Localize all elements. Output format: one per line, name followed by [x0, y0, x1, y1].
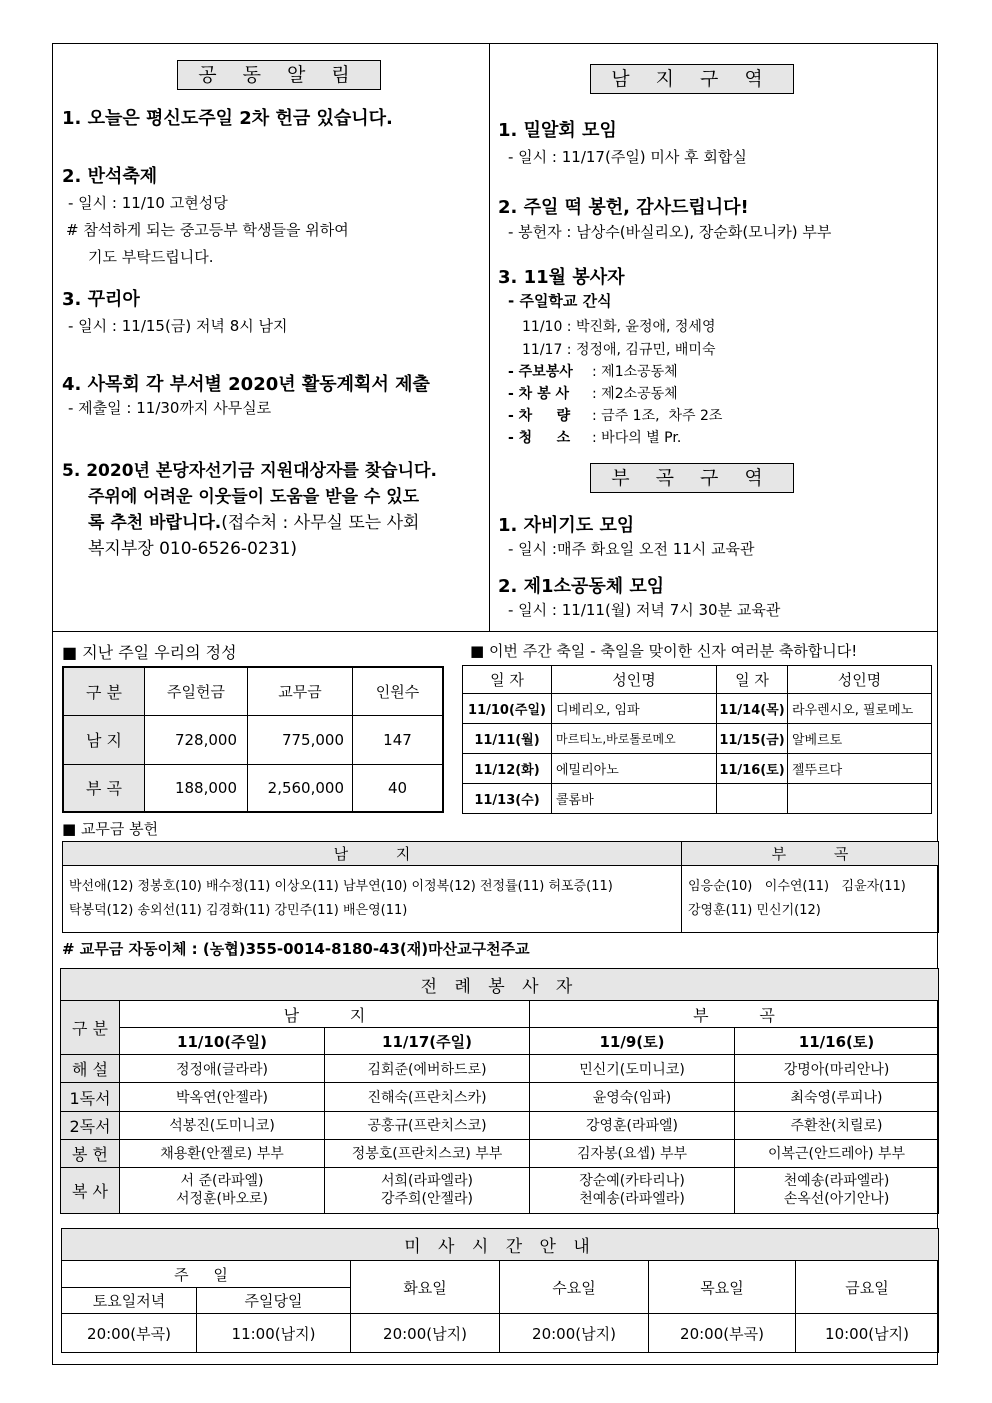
notice-4-title: 4. 사목회 각 부서별 2020년 활동계획서 제출 [62, 374, 430, 395]
vehicle-label: - 차 량 [508, 408, 571, 424]
mass-title: 미 사 시 간 안 내 [62, 1229, 939, 1261]
dues-namji-line2: 탁봉덕(12) 송외선(11) 김경화(11) 강민주(11) 배은영(11) [69, 903, 408, 918]
mass-times-table [61, 1228, 939, 1353]
notice-5-line2: 주위에 어려운 이웃들이 도움을 받을 수 있도 [88, 487, 420, 507]
feast-date [717, 784, 788, 814]
dues-header-bugok: 부 곡 [682, 842, 939, 866]
bulletin-service-value: : 제1소공동체 [592, 364, 678, 380]
liturgy-server-cell [530, 1167, 735, 1213]
namji-district-title: 남 지 구 역 [590, 64, 794, 94]
bugok-2-title: 2. 제1소공동체 모임 [498, 576, 665, 597]
feast-date: 11/16(토) [717, 754, 788, 784]
feast-saint: 라우렌시오, 필로메노 [788, 694, 932, 724]
mass-sunday: 주 일 [62, 1261, 351, 1288]
server-name: 천예송(라파엘라) [783, 1173, 890, 1190]
notice-2-line3: 기도 부탁드립니다. [88, 248, 214, 266]
mass-day: 목요일 [649, 1261, 796, 1314]
feast-date: 11/13(수) [463, 784, 552, 814]
liturgy-date: 11/9(토) [530, 1028, 735, 1055]
feast-date: 11/11(월) [463, 724, 552, 754]
notice-3-title: 3. 꾸리아 [62, 289, 140, 310]
namji-1-line1: - 일시 : 11/17(주일) 미사 후 회합실 [508, 148, 747, 166]
column-divider [489, 43, 490, 631]
mass-day: 수요일 [500, 1261, 649, 1314]
offering-cell: 188,000 [145, 764, 248, 812]
server-name: 강주희(안젤라) [380, 1191, 474, 1208]
notice-2-line1: - 일시 : 11/10 고현성당 [68, 194, 228, 212]
offering-section-title: ■ 지난 주일 우리의 정성 [62, 643, 237, 662]
liturgy-server-cell [325, 1167, 530, 1213]
section-divider [52, 631, 938, 632]
namji-3-sub: - 주일학교 간식 [508, 292, 612, 310]
dues-bugok-line1: 임응순(10) 이수연(11) 김윤자(11) [688, 879, 906, 894]
liturgy-cell: 민신기(도미니코) [530, 1055, 735, 1083]
dues-bugok-line2: 강영훈(11) 민신기(12) [688, 903, 821, 918]
notice-5-line1: 5. 2020년 본당자선기금 지원대상자를 찾습니다. [62, 461, 437, 481]
mass-time: 10:00(남지) [796, 1314, 939, 1353]
liturgy-role: 1독서 [61, 1083, 120, 1111]
namji-3-vehicle [508, 405, 722, 425]
dues-table [62, 841, 939, 933]
feast-date: 11/12(화) [463, 754, 552, 784]
autopay-note: # 교무금 자동이체 : (농협)355-0014-8180-43(재)마산교구천주교 [62, 940, 530, 958]
feast-header-saint: 성인명 [552, 666, 717, 694]
mass-sun-day: 주일당일 [197, 1288, 351, 1314]
namji-3-title: 3. 11월 봉사자 [498, 267, 625, 288]
liturgy-gubun: 구 분 [61, 1001, 120, 1055]
server-name: 서희(라파엘라) [380, 1173, 474, 1190]
feast-date: 11/15(금) [717, 724, 788, 754]
bugok-1-line1: - 일시 :매주 화요일 오전 11시 교육관 [508, 540, 755, 558]
feast-header-date2: 일 자 [717, 666, 788, 694]
liturgy-cell: 정정애(글라라) [120, 1055, 325, 1083]
feast-saint [788, 784, 932, 814]
mass-time: 20:00(남지) [351, 1314, 500, 1353]
liturgy-role: 봉 헌 [61, 1139, 120, 1167]
offering-row-namji: 남 지 [63, 715, 145, 764]
server-name: 서 준(라파엘) [180, 1173, 264, 1190]
notice-3-line1: - 일시 : 11/15(금) 저녁 8시 남지 [68, 317, 288, 335]
liturgy-cell: 채용환(안젤로) 부부 [120, 1139, 325, 1167]
liturgy-cell: 진해숙(프란치스카) [325, 1083, 530, 1111]
feast-saint: 마르티노,바로톨로메오 [552, 724, 717, 754]
offering-row-bugok: 부 곡 [63, 764, 145, 812]
namji-1-title: 1. 밀알회 모임 [498, 120, 617, 141]
feast-section-title: ■ 이번 주간 축일 - 축일을 맞이한 신자 여러분 축하합니다! [470, 642, 858, 660]
liturgy-date: 11/10(주일) [120, 1028, 325, 1055]
liturgy-cell: 김자봉(요셉) 부부 [530, 1139, 735, 1167]
mass-day: 화요일 [351, 1261, 500, 1314]
liturgy-title: 전 례 봉 사 자 [61, 969, 939, 1001]
notice-2-title: 2. 반석축제 [62, 166, 158, 187]
dues-header-namji: 남 지 [63, 842, 682, 866]
liturgy-cell: 김회준(에버하드로) [325, 1055, 530, 1083]
liturgy-cell: 이복근(안드레아) 부부 [735, 1139, 939, 1167]
notice-2-line2: # 참석하게 되는 중고등부 학생들을 위하여 [66, 221, 349, 239]
bugok-2-line1: - 일시 : 11/11(월) 저녁 7시 30분 교육관 [508, 601, 781, 619]
namji-3-date2: 11/17 : 정정애, 김규민, 배미숙 [522, 342, 716, 358]
offering-cell: 40 [353, 764, 444, 812]
feast-saint: 디베리오, 임파 [552, 694, 717, 724]
liturgy-cell: 정봉호(프란치스코) 부부 [325, 1139, 530, 1167]
offering-header-dues: 교무금 [248, 667, 353, 715]
offering-cell: 775,000 [248, 715, 353, 764]
server-name: 천예송(라파엘라) [579, 1191, 685, 1208]
common-notice-title: 공 동 알 림 [177, 60, 381, 90]
liturgy-date: 11/17(주일) [325, 1028, 530, 1055]
server-name: 손옥선(아기안나) [783, 1191, 890, 1208]
mass-time: 11:00(남지) [197, 1314, 351, 1353]
feast-date: 11/10(주일) [463, 694, 552, 724]
liturgy-table [60, 968, 939, 1214]
feast-table [462, 665, 932, 814]
tea-service-value: : 제2소공동체 [592, 386, 678, 402]
offering-cell: 728,000 [145, 715, 248, 764]
liturgy-cell: 공홍규(프란치스코) [325, 1111, 530, 1139]
bulletin-service-label: - 주보봉사 [508, 364, 573, 380]
liturgy-cell: 윤영숙(임파) [530, 1083, 735, 1111]
feast-header-saint2: 성인명 [788, 666, 932, 694]
liturgy-cell: 강영훈(라파엘) [530, 1111, 735, 1139]
mass-time: 20:00(남지) [500, 1314, 649, 1353]
dues-section-title: ■ 교무금 봉헌 [62, 820, 159, 838]
dues-bugok-names [682, 866, 939, 933]
liturgy-bugok: 부 곡 [530, 1001, 939, 1028]
namji-2-title: 2. 주일 떡 봉헌, 감사드립니다! [498, 197, 749, 218]
liturgy-server-cell [735, 1167, 939, 1213]
dues-namji-line1: 박선애(12) 정봉호(10) 배수정(11) 이상오(11) 남부연(10) 이정복(12) 전정률(11) 허포증(11) [69, 879, 613, 894]
liturgy-namji: 남 지 [120, 1001, 530, 1028]
liturgy-cell: 석봉진(도미니코) [120, 1111, 325, 1139]
feast-date: 11/14(목) [717, 694, 788, 724]
tea-service-label: - 차 봉 사 [508, 386, 570, 402]
liturgy-server-cell [120, 1167, 325, 1213]
bugok-district-title: 부 곡 구 역 [590, 463, 794, 493]
offering-header-sunday: 주일헌금 [145, 667, 248, 715]
namji-3-bulletin [508, 361, 678, 381]
bugok-1-title: 1. 자비기도 모임 [498, 515, 635, 536]
namji-3-tea [508, 383, 678, 403]
feast-saint: 알베르토 [788, 724, 932, 754]
feast-saint: 젤뚜르다 [788, 754, 932, 784]
liturgy-cell: 박옥연(안젤라) [120, 1083, 325, 1111]
liturgy-role-server: 복 사 [61, 1167, 120, 1213]
offering-header-gubun: 구 분 [63, 667, 145, 715]
notice-5-line3-bold: 록 추천 바랍니다. [88, 513, 222, 533]
liturgy-role: 2독서 [61, 1111, 120, 1139]
notice-5-line4: 복지부장 010-6526-0231) [88, 539, 297, 559]
feast-saint: 에밀리아노 [552, 754, 717, 784]
mass-day: 금요일 [796, 1261, 939, 1314]
notice-5-line3-normal: (접수처 : 사무실 또는 사회 [221, 513, 420, 533]
namji-2-line1: - 봉헌자 : 남상수(바실리오), 장순화(모니카) 부부 [508, 223, 832, 241]
cleaning-label: - 청 소 [508, 430, 571, 446]
liturgy-cell: 강명아(마리안나) [735, 1055, 939, 1083]
feast-saint: 콜롬바 [552, 784, 717, 814]
cleaning-value: : 바다의 별 Pr. [592, 430, 682, 446]
offering-table [62, 666, 444, 813]
namji-3-date1: 11/10 : 박진화, 윤정애, 정세영 [522, 319, 716, 335]
mass-time: 20:00(부곡) [649, 1314, 796, 1353]
liturgy-cell: 주환찬(치릴로) [735, 1111, 939, 1139]
vehicle-value: : 금주 1조, 차주 2조 [592, 408, 723, 424]
mass-sat-eve: 토요일저녁 [62, 1288, 197, 1314]
dues-namji-names [63, 866, 682, 933]
feast-header-date: 일 자 [463, 666, 552, 694]
server-name: 장순예(카타리나) [579, 1173, 685, 1190]
liturgy-date: 11/16(토) [735, 1028, 939, 1055]
offering-cell: 147 [353, 715, 444, 764]
liturgy-cell: 최숙영(루피나) [735, 1083, 939, 1111]
mass-time: 20:00(부곡) [62, 1314, 197, 1353]
offering-header-count: 인원수 [353, 667, 444, 715]
notice-4-line1: - 제출일 : 11/30까지 사무실로 [68, 399, 272, 417]
notice-1: 1. 오늘은 평신도주일 2차 헌금 있습니다. [62, 108, 393, 129]
liturgy-role: 해 설 [61, 1055, 120, 1083]
namji-3-cleaning [508, 427, 681, 447]
notice-5-line3 [88, 508, 419, 533]
server-name: 서정훈(바오로) [175, 1191, 269, 1208]
offering-cell: 2,560,000 [248, 764, 353, 812]
